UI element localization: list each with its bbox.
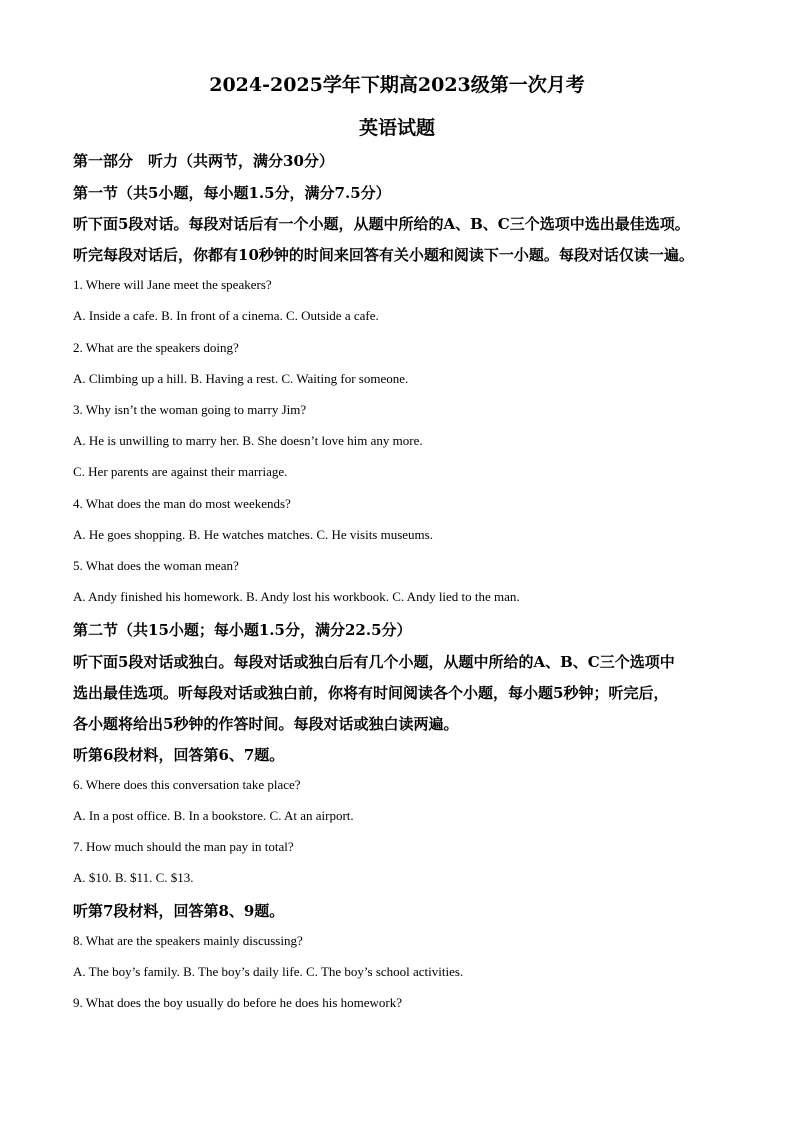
question-3: 3. Why isn’t the woman going to marry Jim? <box>73 402 307 417</box>
question-6-options: A. In a post office. B. In a bookstore. C. At an airport. <box>73 808 354 823</box>
question-9: 9. What does the boy usually do before he does his homework? <box>73 995 403 1010</box>
question-3-options: A. He is unwilling to marry her. B. She doesn’t love him any more. <box>73 433 423 448</box>
material-6-heading: 听第6段材料，回答第6、7题。 <box>73 746 285 764</box>
question-8: 8. What are the speakers mainly discussing? <box>73 933 303 948</box>
question-4: 4. What does the man do most weekends? <box>73 496 291 511</box>
question-4-options: A. He goes shopping. B. He watches matches. C. He visits museums. <box>73 527 433 542</box>
question-7-options: A. $10. B. $11. C. $13. <box>73 870 194 885</box>
part2-heading: 第二节（共15小题；每小题1.5分，满分22.5分） <box>73 621 412 639</box>
material-7-heading: 听第7段材料，回答第8、9题。 <box>73 902 285 920</box>
exam-subtitle: 英语试题 <box>358 117 435 139</box>
question-6: 6. Where does this conversation take place? <box>73 777 301 792</box>
exam-title: 2024-2025学年下期高2023级第一次月考 <box>209 74 585 96</box>
question-3-options: C. Her parents are against their marriage. <box>73 464 288 479</box>
part2-instruction-line: 选出最佳选项。听每段对话或独白前，你将有时间阅读各个小题，每小题5秒钟；听完后， <box>73 684 669 702</box>
question-5: 5. What does the woman mean? <box>73 558 239 573</box>
part1-instruction-line: 听下面5段对话。每段对话后有一个小题，从题中所给的A、B、C三个选项中选出最佳选项。 <box>73 215 690 233</box>
question-2-options: A. Climbing up a hill. B. Having a rest. C. Waiting for someone. <box>73 371 409 386</box>
question-1: 1. Where will Jane meet the speakers? <box>73 277 272 292</box>
question-8-options: A. The boy’s family. B. The boy’s daily life. C. The boy’s school activities. <box>73 964 464 979</box>
question-5-options: A. Andy finished his homework. B. Andy lost his workbook. C. Andy lied to the man. <box>73 589 520 604</box>
part2-instruction-line: 听下面5段对话或独白。每段对话或独白后有几个小题，从题中所给的A、B、C三个选项中 <box>73 653 675 671</box>
question-2: 2. What are the speakers doing? <box>73 340 239 355</box>
section-heading: 第一部分 听力（共两节，满分30分） <box>73 152 334 170</box>
question-1-options: A. Inside a cafe. B. In front of a cinema. C. Outside a cafe. <box>73 308 379 323</box>
part2-instruction-line: 各小题将给出5秒钟的作答时间。每段对话或独白读两遍。 <box>73 715 459 733</box>
part1-heading: 第一节（共5小题，每小题1.5分，满分7.5分） <box>73 184 391 202</box>
question-7: 7. How much should the man pay in total? <box>73 839 294 854</box>
part1-instruction-line: 听完每段对话后，你都有10秒钟的时间来回答有关小题和阅读下一小题。每段对话仅读一遍。 <box>73 246 694 264</box>
